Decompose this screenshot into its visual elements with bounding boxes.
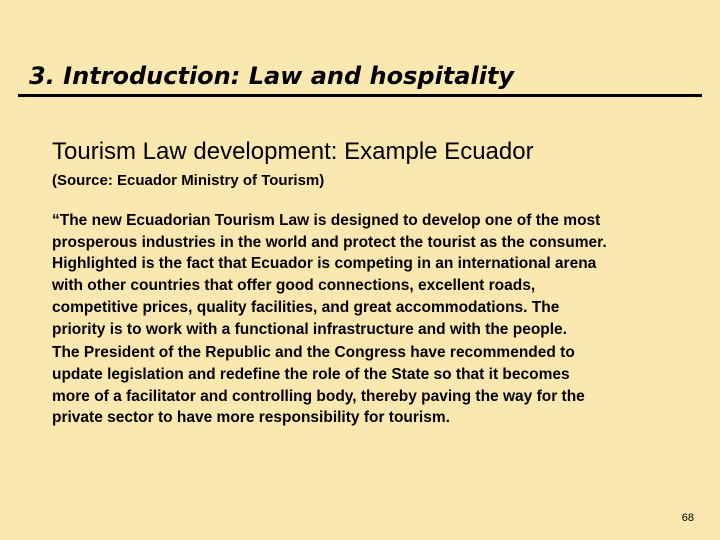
quote-body xyxy=(52,210,712,429)
quote-paragraph-1 xyxy=(52,210,712,340)
page-number: 68 xyxy=(681,512,694,524)
slide-title: 3. Introduction: Law and hospitality xyxy=(29,62,515,90)
text-line: The President of the Republic and the Congress have recommended to xyxy=(52,344,575,362)
text-line: update legislation and redefine the role of the State so that it becomes xyxy=(52,365,570,383)
text-line: private sector to have more responsibility for tourism. xyxy=(52,409,450,427)
title-underline xyxy=(18,94,702,97)
text-line: prosperous industries in the world and protect the tourist as the consumer. xyxy=(52,233,607,251)
source-citation: (Source: Ecuador Ministry of Tourism) xyxy=(52,172,325,189)
text-line: priority is to work with a functional infrastructure and with the people. xyxy=(52,320,567,338)
text-line: with other countries that offer good connections, excellent roads, xyxy=(52,277,536,295)
text-line: more of a facilitator and controlling body, thereby paving the way for the xyxy=(52,387,585,405)
text-line: competitive prices, quality facilities, and great accommodations. The xyxy=(52,298,560,316)
text-line: “The new Ecuadorian Tourism Law is designed to develop one of the most xyxy=(52,212,601,229)
quote-paragraph-2 xyxy=(52,342,712,429)
text-line: Highlighted is the fact that Ecuador is competing in an international arena xyxy=(52,255,597,273)
subheading: Tourism Law development: Example Ecuador xyxy=(52,138,534,165)
